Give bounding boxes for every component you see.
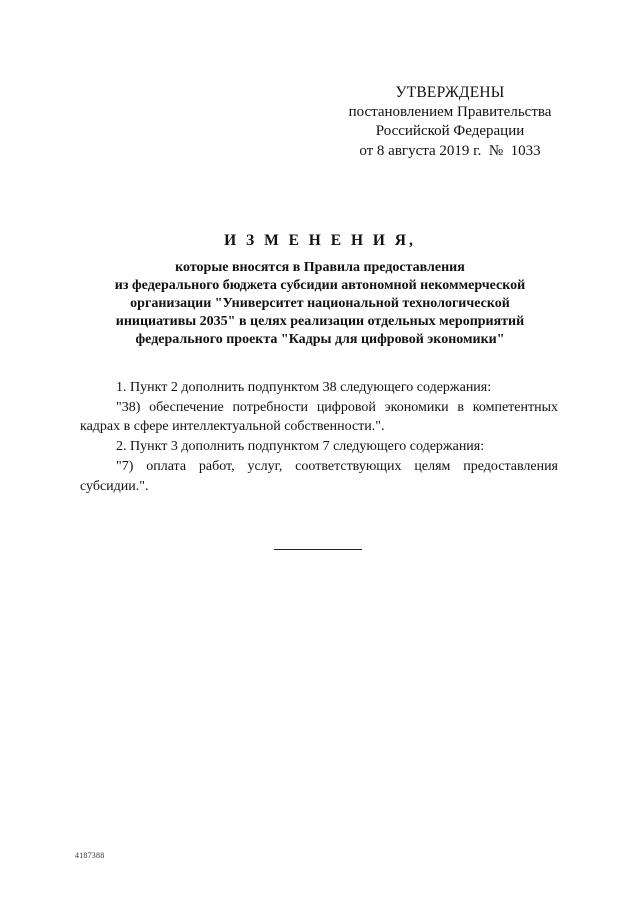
document-body: [80, 378, 558, 496]
title-line: которые вносятся в Правила предоставления: [175, 260, 465, 275]
title-heading: И З М Е Н Е Н И Я,: [224, 232, 416, 249]
body-paragraph: "38) обеспечение потребности цифровой экономики в компетентных кадрах в сфере интеллектуальной собственности.".: [80, 399, 558, 435]
approval-government-line: Российской Федерации: [375, 123, 525, 139]
approved-label: УТВЕРЖДЕНЫ: [395, 84, 505, 101]
end-separator-line: [274, 549, 362, 550]
body-paragraph: 2. Пункт 3 дополнить подпунктом 7 следующего содержания:: [116, 439, 485, 455]
document-code: 4187388: [75, 851, 105, 860]
title-line: инициативы 2035" в целях реализации отдельных мероприятий: [115, 314, 525, 329]
approval-resolution-line: постановлением Правительства: [348, 103, 552, 120]
document-title: [60, 232, 580, 349]
approval-date-number: от 8 августа 2019 г. № 1033: [359, 142, 541, 159]
body-paragraph: "7) оплата работ, услуг, соответствующих целям предоставления субсидии.".: [80, 458, 558, 494]
approval-stamp: [330, 83, 570, 161]
title-line: из федерального бюджета субсидии автономной некоммерческой: [114, 278, 526, 293]
title-line: федерального проекта "Кадры для цифровой экономики": [135, 332, 505, 347]
title-line: организации "Университет национальной технологической: [130, 296, 510, 311]
body-paragraph: 1. Пункт 2 дополнить подпунктом 38 следующего содержания:: [116, 380, 492, 395]
